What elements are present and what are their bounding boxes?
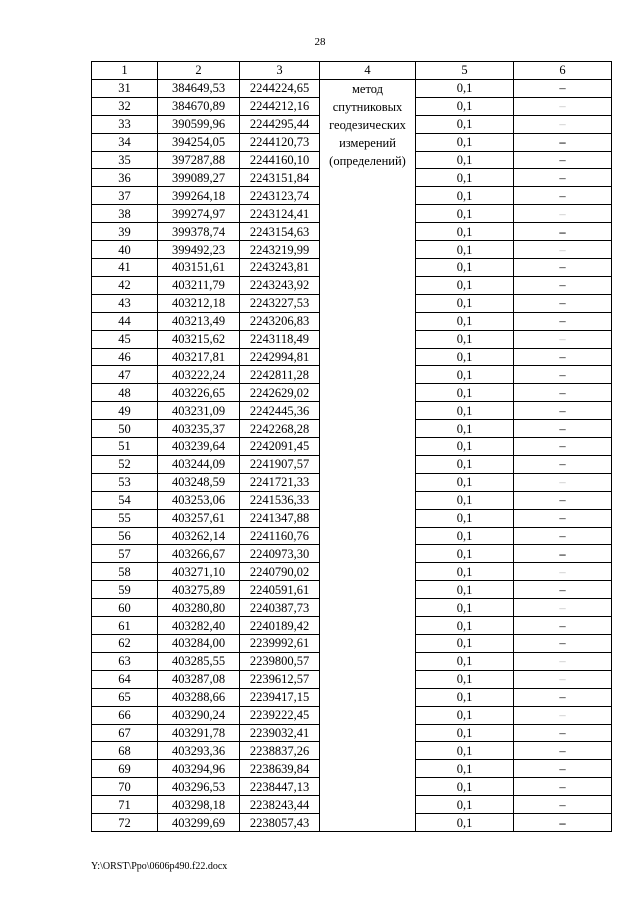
description-cell: –	[514, 599, 612, 617]
accuracy-cell: 0,1	[416, 724, 514, 742]
x-coordinate-cell: 403291,78	[158, 724, 240, 742]
accuracy-cell: 0,1	[416, 258, 514, 276]
point-number-cell: 60	[92, 599, 158, 617]
description-cell: –	[514, 563, 612, 581]
y-coordinate-cell: 2242091,45	[240, 438, 320, 456]
x-coordinate-cell: 399264,18	[158, 187, 240, 205]
point-number-cell: 52	[92, 455, 158, 473]
y-coordinate-cell: 2243206,83	[240, 312, 320, 330]
accuracy-cell: 0,1	[416, 276, 514, 294]
point-number-cell: 65	[92, 688, 158, 706]
method-cell	[320, 79, 416, 831]
x-coordinate-cell: 403235,37	[158, 420, 240, 438]
description-cell: –	[514, 796, 612, 814]
accuracy-cell: 0,1	[416, 294, 514, 312]
point-number-cell: 41	[92, 258, 158, 276]
point-number-cell: 69	[92, 760, 158, 778]
point-number-cell: 70	[92, 778, 158, 796]
header-col-1: 1	[92, 62, 158, 80]
description-cell: –	[514, 115, 612, 133]
x-coordinate-cell: 403222,24	[158, 366, 240, 384]
description-cell: –	[514, 491, 612, 509]
point-number-cell: 54	[92, 491, 158, 509]
x-coordinate-cell: 403211,79	[158, 276, 240, 294]
accuracy-cell: 0,1	[416, 742, 514, 760]
y-coordinate-cell: 2241536,33	[240, 491, 320, 509]
y-coordinate-cell: 2243227,53	[240, 294, 320, 312]
accuracy-cell: 0,1	[416, 205, 514, 223]
accuracy-cell: 0,1	[416, 509, 514, 527]
y-coordinate-cell: 2242629,02	[240, 384, 320, 402]
description-cell: –	[514, 742, 612, 760]
description-cell: –	[514, 652, 612, 670]
x-coordinate-cell: 403284,00	[158, 635, 240, 653]
x-coordinate-cell: 403262,14	[158, 527, 240, 545]
x-coordinate-cell: 403239,64	[158, 438, 240, 456]
accuracy-cell: 0,1	[416, 241, 514, 259]
point-number-cell: 67	[92, 724, 158, 742]
x-coordinate-cell: 403266,67	[158, 545, 240, 563]
accuracy-cell: 0,1	[416, 402, 514, 420]
x-coordinate-cell: 403257,61	[158, 509, 240, 527]
x-coordinate-cell: 399089,27	[158, 169, 240, 187]
accuracy-cell: 0,1	[416, 223, 514, 241]
description-cell: –	[514, 581, 612, 599]
method-line: (определений)	[329, 153, 406, 168]
y-coordinate-cell: 2241160,76	[240, 527, 320, 545]
point-number-cell: 34	[92, 133, 158, 151]
accuracy-cell: 0,1	[416, 366, 514, 384]
description-cell: –	[514, 688, 612, 706]
accuracy-cell: 0,1	[416, 617, 514, 635]
description-cell: –	[514, 312, 612, 330]
header-col-4: 4	[320, 62, 416, 80]
x-coordinate-cell: 399274,97	[158, 205, 240, 223]
point-number-cell: 58	[92, 563, 158, 581]
x-coordinate-cell: 403299,69	[158, 814, 240, 832]
description-cell: –	[514, 635, 612, 653]
accuracy-cell: 0,1	[416, 115, 514, 133]
point-number-cell: 62	[92, 635, 158, 653]
point-number-cell: 71	[92, 796, 158, 814]
point-number-cell: 31	[92, 79, 158, 97]
point-number-cell: 45	[92, 330, 158, 348]
y-coordinate-cell: 2243124,41	[240, 205, 320, 223]
description-cell: –	[514, 814, 612, 832]
accuracy-cell: 0,1	[416, 581, 514, 599]
accuracy-cell: 0,1	[416, 133, 514, 151]
y-coordinate-cell: 2239417,15	[240, 688, 320, 706]
description-cell: –	[514, 760, 612, 778]
accuracy-cell: 0,1	[416, 312, 514, 330]
y-coordinate-cell: 2240189,42	[240, 617, 320, 635]
description-cell: –	[514, 241, 612, 259]
description-cell: –	[514, 223, 612, 241]
accuracy-cell: 0,1	[416, 563, 514, 581]
x-coordinate-cell: 397287,88	[158, 151, 240, 169]
x-coordinate-cell: 403226,65	[158, 384, 240, 402]
y-coordinate-cell: 2239222,45	[240, 706, 320, 724]
accuracy-cell: 0,1	[416, 635, 514, 653]
y-coordinate-cell: 2238447,13	[240, 778, 320, 796]
header-col-5: 5	[416, 62, 514, 80]
point-number-cell: 56	[92, 527, 158, 545]
accuracy-cell: 0,1	[416, 670, 514, 688]
x-coordinate-cell: 403151,61	[158, 258, 240, 276]
x-coordinate-cell: 394254,05	[158, 133, 240, 151]
description-cell: –	[514, 438, 612, 456]
y-coordinate-cell: 2242268,28	[240, 420, 320, 438]
accuracy-cell: 0,1	[416, 455, 514, 473]
method-line: измерений	[339, 135, 396, 150]
y-coordinate-cell: 2241721,33	[240, 473, 320, 491]
accuracy-cell: 0,1	[416, 420, 514, 438]
point-number-cell: 36	[92, 169, 158, 187]
x-coordinate-cell: 384649,53	[158, 79, 240, 97]
page-number: 28	[314, 36, 326, 48]
accuracy-cell: 0,1	[416, 599, 514, 617]
y-coordinate-cell: 2244160,10	[240, 151, 320, 169]
y-coordinate-cell: 2239612,57	[240, 670, 320, 688]
y-coordinate-cell: 2242811,28	[240, 366, 320, 384]
x-coordinate-cell: 403217,81	[158, 348, 240, 366]
y-coordinate-cell: 2238243,44	[240, 796, 320, 814]
accuracy-cell: 0,1	[416, 706, 514, 724]
point-number-cell: 47	[92, 366, 158, 384]
table-header-row	[92, 62, 612, 80]
y-coordinate-cell: 2243243,81	[240, 258, 320, 276]
x-coordinate-cell: 403282,40	[158, 617, 240, 635]
y-coordinate-cell: 2240591,61	[240, 581, 320, 599]
accuracy-cell: 0,1	[416, 778, 514, 796]
x-coordinate-cell: 399492,23	[158, 241, 240, 259]
x-coordinate-cell: 403288,66	[158, 688, 240, 706]
accuracy-cell: 0,1	[416, 97, 514, 115]
x-coordinate-cell: 403275,89	[158, 581, 240, 599]
point-number-cell: 68	[92, 742, 158, 760]
accuracy-cell: 0,1	[416, 151, 514, 169]
y-coordinate-cell: 2243219,99	[240, 241, 320, 259]
point-number-cell: 38	[92, 205, 158, 223]
accuracy-cell: 0,1	[416, 796, 514, 814]
description-cell: –	[514, 724, 612, 742]
description-cell: –	[514, 133, 612, 151]
point-number-cell: 35	[92, 151, 158, 169]
point-number-cell: 46	[92, 348, 158, 366]
accuracy-cell: 0,1	[416, 187, 514, 205]
point-number-cell: 43	[92, 294, 158, 312]
accuracy-cell: 0,1	[416, 438, 514, 456]
description-cell: –	[514, 670, 612, 688]
x-coordinate-cell: 403248,59	[158, 473, 240, 491]
x-coordinate-cell: 403287,08	[158, 670, 240, 688]
y-coordinate-cell: 2239992,61	[240, 635, 320, 653]
point-number-cell: 72	[92, 814, 158, 832]
header-col-3: 3	[240, 62, 320, 80]
description-cell: –	[514, 348, 612, 366]
point-number-cell: 44	[92, 312, 158, 330]
point-number-cell: 63	[92, 652, 158, 670]
accuracy-cell: 0,1	[416, 652, 514, 670]
method-line: геодезических	[329, 117, 406, 132]
y-coordinate-cell: 2240387,73	[240, 599, 320, 617]
description-cell: –	[514, 294, 612, 312]
y-coordinate-cell: 2240973,30	[240, 545, 320, 563]
description-cell: –	[514, 79, 612, 97]
point-number-cell: 49	[92, 402, 158, 420]
accuracy-cell: 0,1	[416, 79, 514, 97]
method-line: спутниковых	[332, 99, 403, 114]
description-cell: –	[514, 527, 612, 545]
y-coordinate-cell: 2240790,02	[240, 563, 320, 581]
description-cell: –	[514, 545, 612, 563]
description-cell: –	[514, 169, 612, 187]
x-coordinate-cell: 403285,55	[158, 652, 240, 670]
point-number-cell: 32	[92, 97, 158, 115]
y-coordinate-cell: 2239800,57	[240, 652, 320, 670]
x-coordinate-cell: 403298,18	[158, 796, 240, 814]
x-coordinate-cell: 403231,09	[158, 402, 240, 420]
accuracy-cell: 0,1	[416, 348, 514, 366]
y-coordinate-cell: 2241907,57	[240, 455, 320, 473]
y-coordinate-cell: 2243123,74	[240, 187, 320, 205]
y-coordinate-cell: 2244212,16	[240, 97, 320, 115]
accuracy-cell: 0,1	[416, 384, 514, 402]
x-coordinate-cell: 403271,10	[158, 563, 240, 581]
y-coordinate-cell: 2242445,36	[240, 402, 320, 420]
point-number-cell: 51	[92, 438, 158, 456]
description-cell: –	[514, 276, 612, 294]
y-coordinate-cell: 2244295,44	[240, 115, 320, 133]
point-number-cell: 48	[92, 384, 158, 402]
point-number-cell: 42	[92, 276, 158, 294]
y-coordinate-cell: 2243243,92	[240, 276, 320, 294]
point-number-cell: 40	[92, 241, 158, 259]
coordinates-table	[91, 61, 612, 832]
description-cell: –	[514, 455, 612, 473]
header-col-2: 2	[158, 62, 240, 80]
y-coordinate-cell: 2238057,43	[240, 814, 320, 832]
point-number-cell: 33	[92, 115, 158, 133]
x-coordinate-cell: 390599,96	[158, 115, 240, 133]
accuracy-cell: 0,1	[416, 491, 514, 509]
y-coordinate-cell: 2243118,49	[240, 330, 320, 348]
description-cell: –	[514, 330, 612, 348]
accuracy-cell: 0,1	[416, 760, 514, 778]
x-coordinate-cell: 403213,49	[158, 312, 240, 330]
point-number-cell: 53	[92, 473, 158, 491]
y-coordinate-cell: 2243154,63	[240, 223, 320, 241]
description-cell: –	[514, 706, 612, 724]
description-cell: –	[514, 402, 612, 420]
point-number-cell: 55	[92, 509, 158, 527]
description-cell: –	[514, 187, 612, 205]
method-line: метод	[351, 81, 383, 96]
x-coordinate-cell: 403296,53	[158, 778, 240, 796]
y-coordinate-cell: 2244120,73	[240, 133, 320, 151]
coordinates-table-body	[92, 62, 612, 832]
x-coordinate-cell: 403244,09	[158, 455, 240, 473]
accuracy-cell: 0,1	[416, 473, 514, 491]
x-coordinate-cell: 403293,36	[158, 742, 240, 760]
description-cell: –	[514, 384, 612, 402]
description-cell: –	[514, 151, 612, 169]
x-coordinate-cell: 384670,89	[158, 97, 240, 115]
x-coordinate-cell: 399378,74	[158, 223, 240, 241]
point-number-cell: 57	[92, 545, 158, 563]
y-coordinate-cell: 2243151,84	[240, 169, 320, 187]
accuracy-cell: 0,1	[416, 814, 514, 832]
x-coordinate-cell: 403290,24	[158, 706, 240, 724]
point-number-cell: 59	[92, 581, 158, 599]
y-coordinate-cell: 2238639,84	[240, 760, 320, 778]
x-coordinate-cell: 403212,18	[158, 294, 240, 312]
point-number-cell: 61	[92, 617, 158, 635]
description-cell: –	[514, 509, 612, 527]
description-cell: –	[514, 778, 612, 796]
accuracy-cell: 0,1	[416, 169, 514, 187]
description-cell: –	[514, 205, 612, 223]
x-coordinate-cell: 403253,06	[158, 491, 240, 509]
header-col-6: 6	[514, 62, 612, 80]
x-coordinate-cell: 403294,96	[158, 760, 240, 778]
x-coordinate-cell: 403215,62	[158, 330, 240, 348]
point-number-cell: 64	[92, 670, 158, 688]
accuracy-cell: 0,1	[416, 688, 514, 706]
description-cell: –	[514, 258, 612, 276]
accuracy-cell: 0,1	[416, 330, 514, 348]
accuracy-cell: 0,1	[416, 545, 514, 563]
x-coordinate-cell: 403280,80	[158, 599, 240, 617]
description-cell: –	[514, 617, 612, 635]
y-coordinate-cell: 2238837,26	[240, 742, 320, 760]
point-number-cell: 39	[92, 223, 158, 241]
point-number-cell: 66	[92, 706, 158, 724]
description-cell: –	[514, 366, 612, 384]
y-coordinate-cell: 2239032,41	[240, 724, 320, 742]
y-coordinate-cell: 2241347,88	[240, 509, 320, 527]
point-number-cell: 37	[92, 187, 158, 205]
file-path: Y:\ORST\Ppo\0606p490.f22.docx	[91, 861, 228, 872]
y-coordinate-cell: 2244224,65	[240, 79, 320, 97]
table-row	[92, 79, 612, 97]
accuracy-cell: 0,1	[416, 527, 514, 545]
description-cell: –	[514, 473, 612, 491]
y-coordinate-cell: 2242994,81	[240, 348, 320, 366]
point-number-cell: 50	[92, 420, 158, 438]
description-cell: –	[514, 420, 612, 438]
description-cell: –	[514, 97, 612, 115]
